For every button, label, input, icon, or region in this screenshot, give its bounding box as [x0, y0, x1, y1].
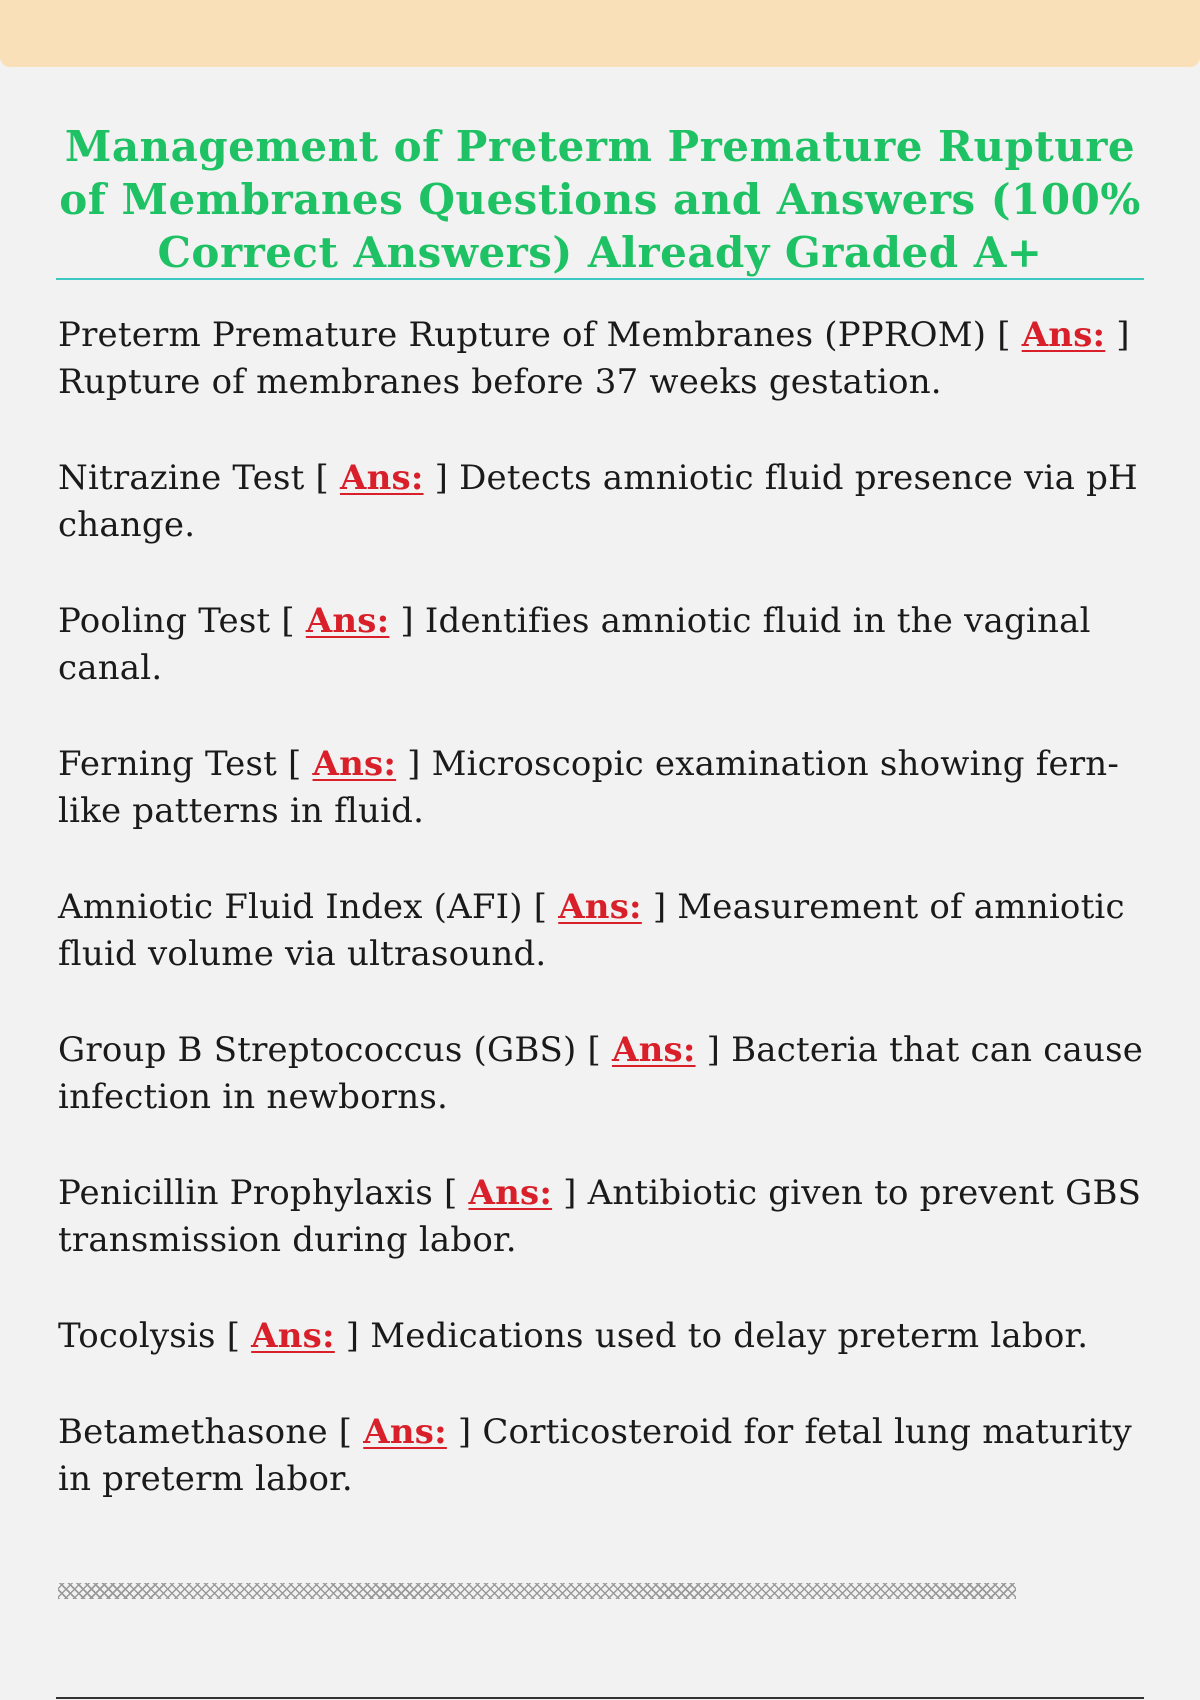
top-banner	[0, 0, 1200, 67]
qa-item: Ferning Test [ Ans: ] Microscopic examination showing fern-like patterns in fluid.	[58, 744, 1120, 831]
qa-item: Betamethasone [ Ans: ] Corticosteroid for fetal lung maturity in preterm labor.	[58, 1412, 1132, 1499]
qa-term: Group B Streptococcus (GBS)	[58, 1030, 577, 1070]
qa-definition: Bacteria that can cause infection in newborns.	[58, 1030, 1144, 1117]
qa-item: Amniotic Fluid Index (AFI) [ Ans: ] Measurement of amniotic fluid volume via ultrasound.	[58, 887, 1125, 974]
answer-label: Ans:	[251, 1316, 335, 1356]
qa-term: Nitrazine Test	[58, 458, 305, 498]
qa-definition: Corticosteroid for fetal lung maturity in preterm labor.	[58, 1412, 1132, 1499]
qa-item: Pooling Test [ Ans: ] Identifies amniotic fluid in the vaginal canal.	[58, 601, 1091, 688]
answer-label: Ans:	[339, 458, 424, 498]
qa-item: Nitrazine Test [ Ans: ] Detects amniotic fluid presence via pH change.	[58, 458, 1138, 545]
qa-definition: Microscopic examination showing fern-like patterns in fluid.	[58, 744, 1120, 831]
qa-definition: Identifies amniotic fluid in the vaginal canal.	[58, 601, 1091, 688]
answer-label: Ans:	[305, 601, 390, 641]
answer-label: Ans:	[1021, 315, 1106, 355]
qa-item: Group B Streptococcus (GBS) [ Ans: ] Bacteria that can cause infection in newborns.	[58, 1030, 1144, 1117]
document-title: Management of Preterm Premature Rupture of Membranes Questions and Answers (100% Correct Answers) Already Graded A+	[59, 122, 1141, 277]
qa-definition: Detects amniotic fluid presence via pH change.	[58, 458, 1138, 545]
qa-term: Pooling Test	[58, 601, 271, 641]
decorative-zigzag-divider	[58, 1583, 1016, 1599]
qa-term: Amniotic Fluid Index (AFI)	[58, 887, 523, 927]
qa-term: Tocolysis	[58, 1316, 216, 1356]
qa-definition: Rupture of membranes before 37 weeks gestation.	[58, 362, 942, 402]
answer-label: Ans:	[611, 1030, 696, 1070]
qa-definition: Medications used to delay preterm labor.	[370, 1316, 1089, 1356]
qa-term: Penicillin Prophylaxis	[58, 1173, 433, 1213]
answer-label: Ans:	[558, 887, 642, 927]
answer-label: Ans:	[468, 1173, 553, 1213]
qa-term: Preterm Premature Rupture of Membranes (PPROM)	[58, 315, 987, 355]
qa-item: Preterm Premature Rupture of Membranes (PPROM) [ Ans: ] Rupture of membranes before 37 weeks gestation.	[58, 315, 1130, 402]
qa-definition: Antibiotic given to prevent GBS transmission during labor.	[58, 1173, 1142, 1260]
answer-label: Ans:	[312, 744, 397, 784]
title-divider	[56, 278, 1144, 280]
qa-definition: Measurement of amniotic fluid volume via ultrasound.	[58, 887, 1125, 974]
bottom-divider	[56, 1697, 1144, 1699]
qa-item: Tocolysis [ Ans: ] Medications used to delay preterm labor.	[58, 1316, 1089, 1356]
qa-list	[58, 312, 1148, 1552]
answer-label: Ans:	[363, 1412, 447, 1452]
qa-term: Betamethasone	[58, 1412, 328, 1452]
qa-term: Ferning Test	[58, 744, 278, 784]
qa-item: Penicillin Prophylaxis [ Ans: ] Antibiotic given to prevent GBS transmission during labor.	[58, 1173, 1142, 1260]
